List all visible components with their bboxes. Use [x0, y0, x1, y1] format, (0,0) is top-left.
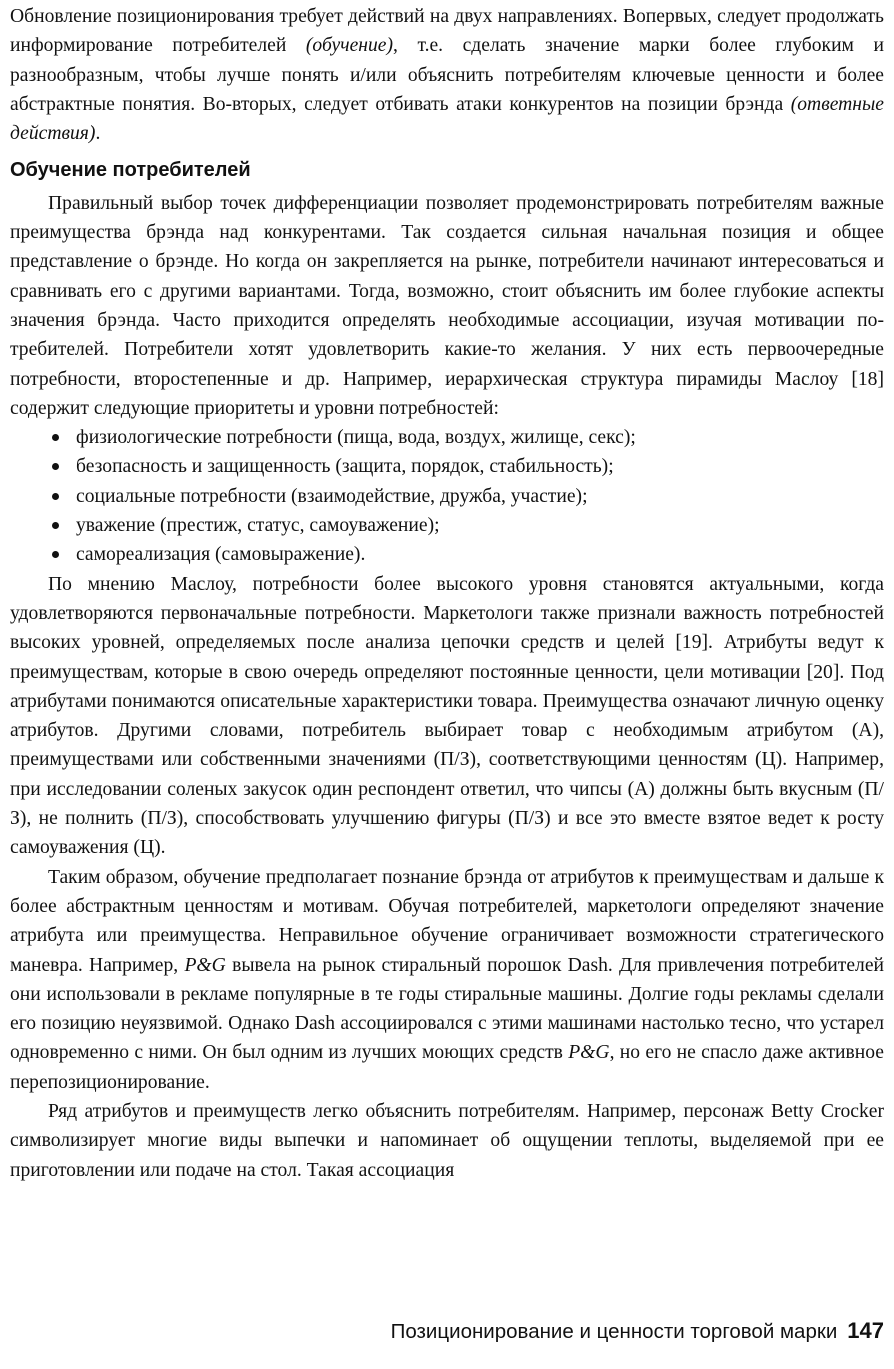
intro-text-2: , т.е. сделать значение марки более глубоким и разнообразным, чтобы лучше понять и/или объяснить потребителям ключевые ценности и более абстрактные понятия. Во-вторых, следует отбивать атаки конкурентов на позиции брэнда	[10, 35, 884, 115]
paragraph-3	[10, 863, 884, 1097]
list-item-text: физиологические потребности (пища, вода, воздух, жилище, секс);	[76, 427, 636, 449]
paragraph-3-text-2: вывела на рынок стиральный порошок Dash. Для привлечения потребителей они использовали в рекламе популярные в те годы стиральные машины. Долгие годы рекламы сделали его позицию неуязвимой. Однако Dash ассоциировался с этими машинами настолько тесно, что устарел одновременно с ними. Он был одним из лучших моющих средств	[10, 954, 884, 1064]
brand-name-emphasis: P&G	[184, 954, 226, 976]
list-item	[10, 482, 884, 511]
list-item	[10, 452, 884, 481]
list-item-text: безопасность и защищенность (защита, порядок, стабильность);	[76, 456, 614, 478]
bullet-icon	[52, 551, 59, 558]
intro-paragraph	[10, 2, 884, 148]
list-item-text: уважение (престиж, статус, самоуважение);	[76, 515, 440, 537]
list-item	[10, 423, 884, 452]
paragraph-3-text-1: Таким образом, обучение предполагает познание брэнда от атрибутов к преимуществам и дальше к более абстрактным ценностям и мотивам. Обучая потребителей, маркетологи определяют значение атрибута или преимущества. Неправильное обучение ограничивает возможности стратегического маневра. Например,	[10, 866, 884, 976]
paragraph-1: Правильный выбор точек дифференциации позволяет продемонстрировать потребителям важные преимущества брэнда над конкурентами. Так создается сильная начальная позиция и общее представление о брэнде. Но когда он закрепляется на рынке, потребители начинают интересоваться и сравнивать его с другими вариантами. Тогда, возможно, стоит объяснить им более глубокие аспекты значения брэнда. Часто приходится определять необходимые ассоциации, изучая мотивации потребителей. Потребители хотят удовлетворить какие-то желания. У них есть первоочередные потребности, второстепенные и др. Например, иерархическая структура пирамиды Маслоу [18] содержит следующие приоритеты и уровни потребностей:	[10, 192, 884, 419]
page-body	[10, 2, 884, 1185]
bullet-icon	[52, 463, 59, 470]
intro-text-3: .	[95, 123, 101, 145]
paragraph-3-text-3: , но его не спасло даже активное перепозиционирование.	[10, 1042, 884, 1093]
bullet-icon	[52, 493, 59, 500]
intro-emphasis-education: (обучение)	[305, 35, 394, 57]
intro-emphasis-response: (ответные действия)	[10, 93, 884, 145]
paragraph-4: Ряд атрибутов и преимуществ легко объяснить потребителям. Например, персонаж Betty Crocker символизирует многие виды выпечки и напоминает об ощущении теплоты, выделяемой при ее приготовлении или подаче на стол. Такая ассоциация	[10, 1100, 884, 1181]
list-item-text: самореализация (самовыражение).	[76, 544, 366, 566]
bullet-icon	[52, 522, 59, 529]
intro-text-1: Обновление позиционирования требует действий на двух направлениях. Вопервых, следует продолжать информирование потребителей	[10, 6, 884, 57]
paragraph-2: По мнению Маслоу, потребности более высокого уровня становятся актуальными, когда удовлетворяются первоначальные потребности. Маркетологи также признали важность потребностей высоких уровней, определяемых после анализа цепочки средств и целей [19]. Атрибуты ведут к преимуществам, которые в свою очередь определяют постоянные ценности, цели мотивации [20]. Под атрибутами понимаются описательные характеристики товара. Преимущества означают личную оценку атрибутов. Другими словами, потребитель выбирает товар с необходимым атрибутом (А), преимуществами или собственными значениями (П/З), соответствующими ценностям (Ц). Например, при исследовании соленых закусок один респондент ответил, что чипсы (А) должны быть вкусным (П/З), не полнить (П/З), способствовать улучшению фигуры (П/З) и все это вместе взятое ведет к росту самоуважения (Ц).	[10, 573, 884, 859]
running-title: Позиционирование и ценности торговой марки	[390, 1320, 838, 1343]
list-item-text: социальные потребности (взаимодействие, дружба, участие);	[76, 485, 588, 507]
needs-list	[10, 423, 884, 569]
section-heading: Обучение потребителей	[10, 159, 251, 182]
page-footer	[391, 1318, 884, 1344]
page-number: 147	[847, 1318, 884, 1343]
list-item	[10, 511, 884, 540]
bullet-icon	[52, 434, 59, 441]
brand-name-emphasis: P&G	[568, 1042, 610, 1064]
list-item	[10, 540, 884, 569]
